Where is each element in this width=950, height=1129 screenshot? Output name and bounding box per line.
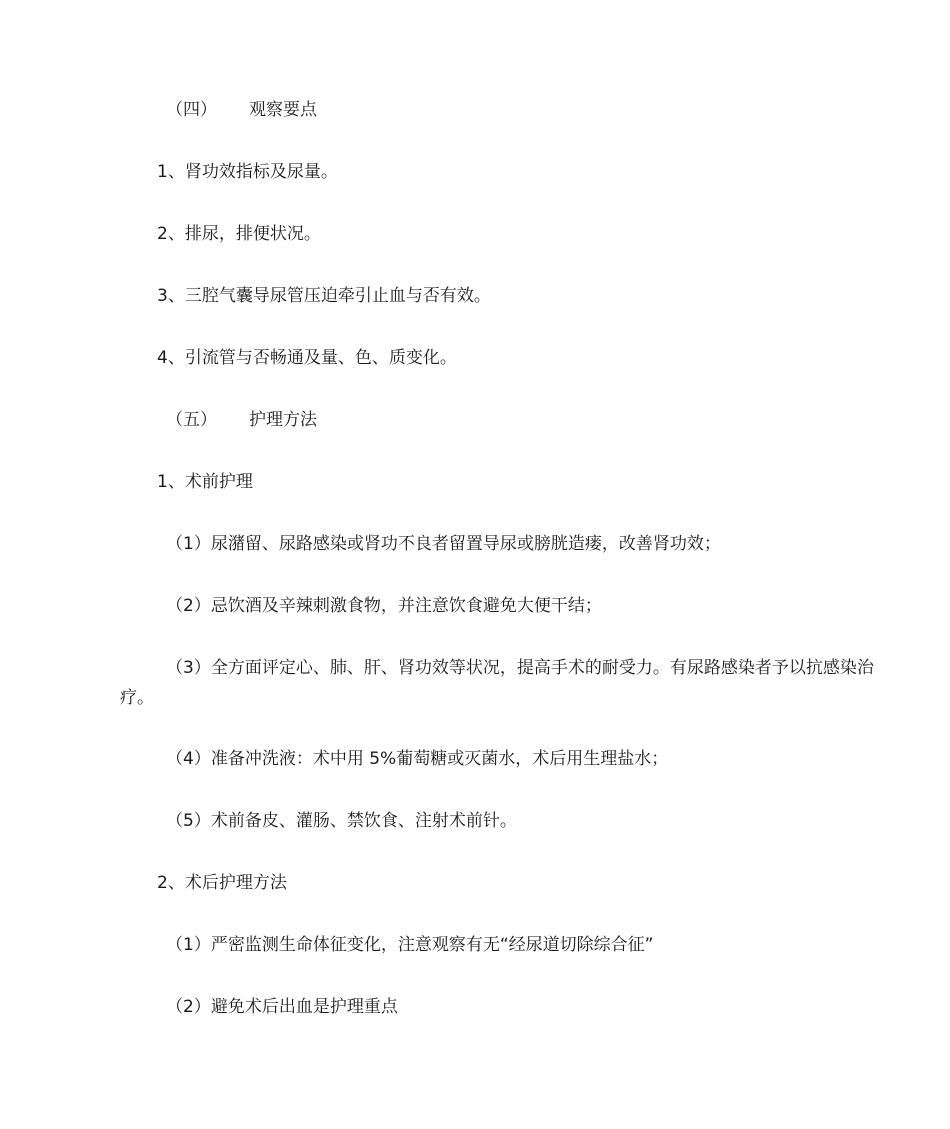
paragraph-postop-2: （2）避免术后出血是护理重点 [166, 997, 398, 1017]
section-title: 护理方法 [249, 410, 317, 430]
paragraph-postop-1: （1）严密监测生命体征变化，注意观察有无“经尿道切除综合征” [166, 935, 654, 955]
paragraph-preop-3: （3）全方面评定心、肺、肝、肾功效等状况，提高手术的耐受力。有尿路感染者予以抗感染治疗。 [120, 658, 874, 708]
paragraph-preop-4: （4）准备冲洗液：术中用 5%葡萄糖或灭菌水，术后用生理盐水； [166, 749, 669, 769]
subheading-preop: 1、术前护理 [157, 472, 253, 492]
paragraph-obs-1: 1、肾功效指标及尿量。 [157, 162, 338, 182]
paragraph-preop-5: （5）术前备皮、灌肠、禁饮食、注射术前针。 [166, 811, 517, 831]
subheading-postop: 2、术后护理方法 [157, 873, 287, 893]
paragraph-obs-4: 4、引流管与否畅通及量、色、质变化。 [157, 348, 457, 368]
section-number: （四） [166, 100, 217, 120]
section-number: （五） [166, 410, 217, 430]
section-heading-4 [0, 95, 950, 125]
paragraph-preop-1: （1）尿潴留、尿路感染或肾功不良者留置导尿或膀胱造瘘，改善肾功效； [166, 534, 721, 554]
paragraph-preop-2: （2）忌饮酒及辛辣刺激食物，并注意饮食避免大便干结； [166, 596, 602, 616]
paragraph-obs-2: 2、排尿，排便状况。 [157, 224, 321, 244]
section-heading-5 [0, 405, 950, 435]
section-title: 观察要点 [249, 100, 317, 120]
paragraph-obs-3: 3、三腔气囊导尿管压迫牵引止血与否有效。 [157, 286, 491, 306]
